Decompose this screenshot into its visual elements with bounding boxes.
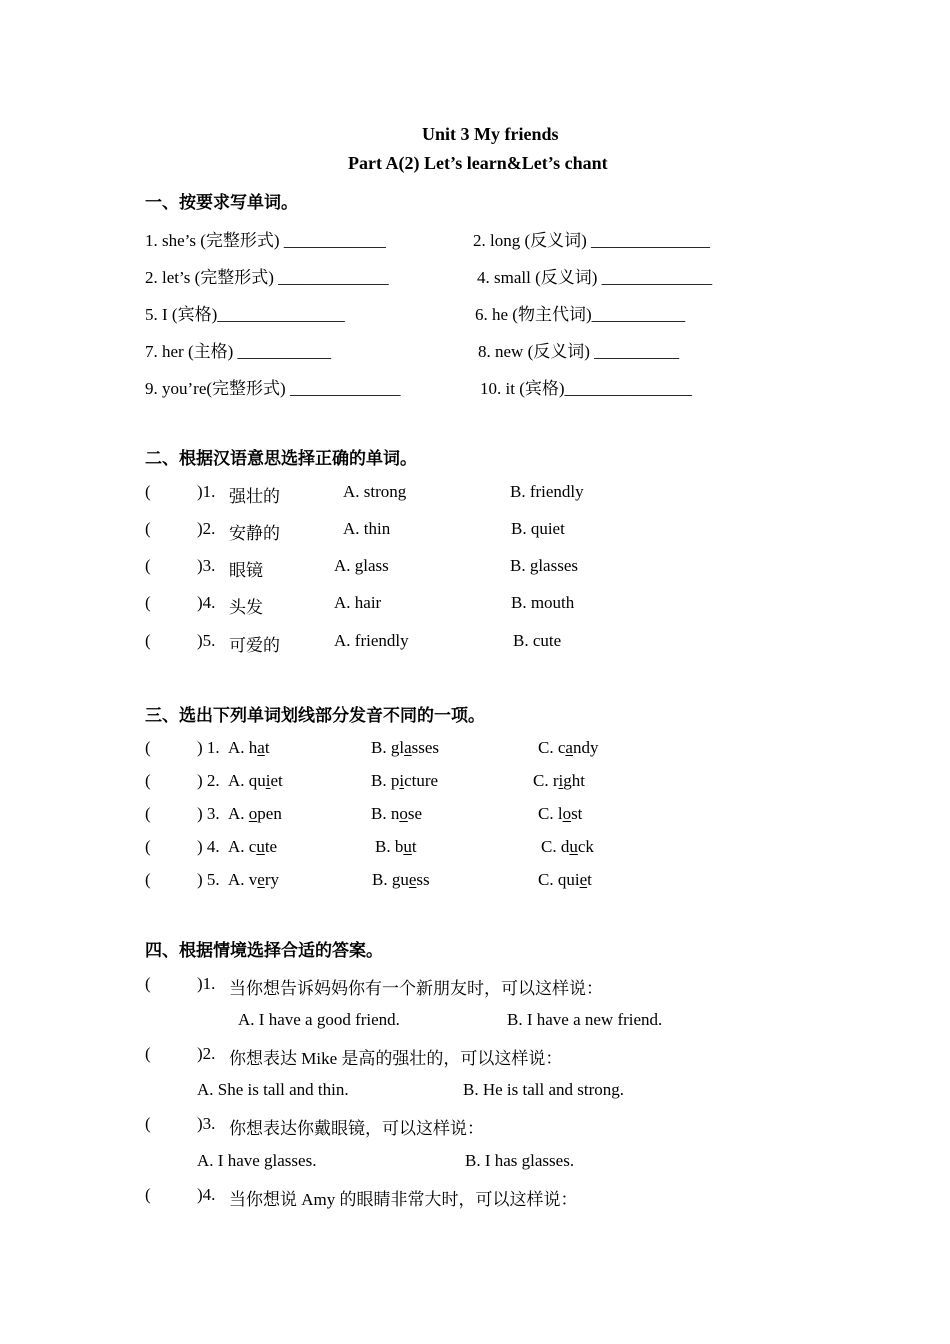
answer-paren: ( [145, 1044, 151, 1063]
answer-paren: ( [145, 631, 151, 650]
option-b: B. picture [371, 771, 439, 790]
s1-item: 4. small (反义词) _____________ [477, 268, 713, 287]
option-a: A. hair [334, 593, 382, 612]
option-a: A. hat [228, 738, 270, 757]
question-number: )1. [197, 482, 216, 501]
answer-paren: ( [145, 556, 151, 575]
s1-item: 2. long (反义词) ______________ [473, 231, 711, 250]
question-number: ) 1. [197, 738, 220, 757]
question-number: ) 2. [197, 771, 220, 790]
question-number: )1. [197, 974, 216, 993]
question-number: )2. [197, 1044, 216, 1063]
answer-paren: ( [145, 482, 151, 501]
question-number: )4. [197, 593, 216, 612]
option-b: B. guess [372, 870, 430, 889]
s1-item: 9. you’re(完整形式) _____________ [145, 379, 401, 398]
option-b: B. mouth [511, 593, 575, 612]
section-4-heading: 四、根据情境选择合适的答案。 [145, 941, 383, 961]
option-a: A. thin [343, 519, 391, 538]
section-3-heading: 三、选出下列单词划线部分发音不同的一项。 [145, 706, 485, 726]
answer-paren: ( [145, 771, 151, 790]
chinese-word: 可爱的 [229, 636, 280, 655]
option-b: B. He is tall and strong. [463, 1080, 625, 1099]
option-a: A. She is tall and thin. [197, 1080, 349, 1099]
s1-item: 8. new (反义词) __________ [478, 342, 680, 361]
answer-paren: ( [145, 804, 151, 823]
answer-paren: ( [145, 519, 151, 538]
option-a: A. cute [228, 837, 278, 856]
section-1-heading: 一、按要求写单词。 [145, 193, 298, 213]
question-number: ) 5. [197, 870, 220, 889]
chinese-word: 强壮的 [229, 487, 280, 506]
answer-paren: ( [145, 1185, 151, 1204]
question-number: ) 3. [197, 804, 220, 823]
option-b: B. but [375, 837, 417, 856]
page-title: Unit 3 My friends [422, 124, 559, 144]
chinese-word: 安静的 [229, 524, 280, 543]
option-b: B. glasses [371, 738, 440, 757]
option-a: A. I have glasses. [197, 1151, 317, 1170]
option-c: C. duck [541, 837, 594, 856]
option-b: B. cute [513, 631, 562, 650]
option-a: A. strong [343, 482, 407, 501]
answer-paren: ( [145, 593, 151, 612]
option-a: A. quiet [228, 771, 283, 790]
option-b: B. friendly [510, 482, 584, 501]
s1-item: 1. she’s (完整形式) ____________ [145, 231, 386, 250]
option-c: C. right [533, 771, 585, 790]
question-text: 当你想告诉妈妈你有一个新朋友时，可以这样说： [229, 979, 603, 998]
page-subtitle: Part A(2) Let’s learn&Let’s chant [348, 153, 608, 173]
option-a: A. open [228, 804, 282, 823]
s1-item: 6. he (物主代词)___________ [475, 305, 686, 324]
question-number: )3. [197, 1114, 216, 1133]
option-c: C. lost [538, 804, 583, 823]
option-b: B. quiet [511, 519, 565, 538]
option-b: B. I have a new friend. [507, 1010, 663, 1029]
option-a: A. friendly [334, 631, 409, 650]
question-number: )3. [197, 556, 216, 575]
answer-paren: ( [145, 870, 151, 889]
option-a: A. I have a good friend. [238, 1010, 400, 1029]
s1-item: 10. it (宾格)_______________ [480, 379, 693, 398]
option-c: C. candy [538, 738, 599, 757]
option-a: A. very [228, 870, 279, 889]
chinese-word: 头发 [229, 598, 263, 617]
s1-item: 7. her (主格) ___________ [145, 342, 332, 361]
question-number: ) 4. [197, 837, 220, 856]
option-b: B. nose [371, 804, 423, 823]
answer-paren: ( [145, 837, 151, 856]
question-number: )4. [197, 1185, 216, 1204]
question-text: 你想表达 Mike 是高的强壮的，可以这样说： [229, 1049, 563, 1068]
option-b: B. I has glasses. [465, 1151, 575, 1170]
question-number: )5. [197, 631, 216, 650]
option-c: C. quiet [538, 870, 592, 889]
question-text: 当你想说 Amy 的眼睛非常大时，可以这样说： [229, 1190, 578, 1209]
option-a: A. glass [334, 556, 389, 575]
answer-paren: ( [145, 738, 151, 757]
option-b: B. glasses [510, 556, 578, 575]
question-text: 你想表达你戴眼镜，可以这样说： [229, 1119, 484, 1138]
question-number: )2. [197, 519, 216, 538]
s1-item: 2. let’s (完整形式) _____________ [145, 268, 389, 287]
section-2-heading: 二、根据汉语意思选择正确的单词。 [145, 449, 417, 469]
chinese-word: 眼镜 [229, 561, 263, 580]
answer-paren: ( [145, 974, 151, 993]
s1-item: 5. I (宾格)_______________ [145, 305, 345, 324]
answer-paren: ( [145, 1114, 151, 1133]
